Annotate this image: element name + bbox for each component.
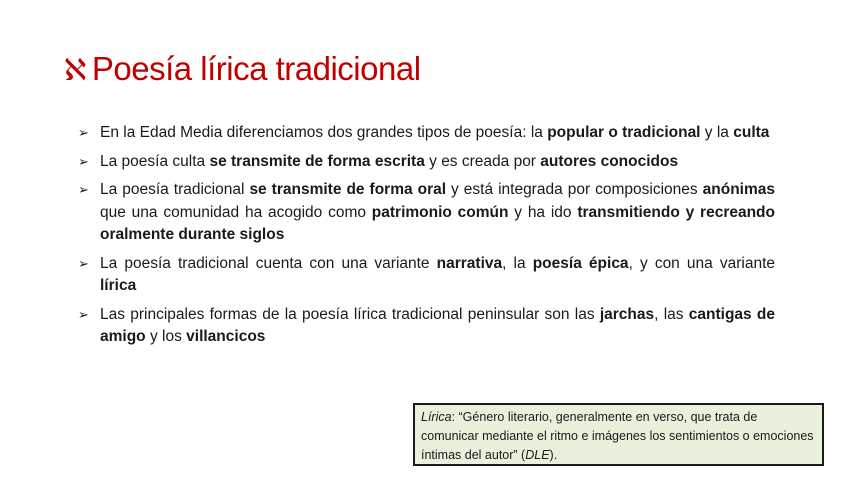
arrow-bullet-icon: ➢ xyxy=(78,125,89,140)
bullet-text: Las principales formas de la poesía lírica tradicional peninsular son las xyxy=(100,305,600,323)
arrow-bullet-icon: ➢ xyxy=(78,255,89,271)
bold-text: narrativa xyxy=(436,254,503,272)
bold-text: se transmite de forma oral xyxy=(249,181,447,198)
bold-text: cantigas de amigo xyxy=(100,305,776,345)
arrow-bullet-icon: ➢ xyxy=(78,182,89,197)
bold-text: villancicos xyxy=(186,328,266,345)
bullet-text: y los xyxy=(145,328,187,345)
bullet-item xyxy=(78,304,775,349)
bullet-text: y la xyxy=(700,124,734,141)
bold-text: patrimonio común xyxy=(371,203,509,221)
slide-title xyxy=(64,50,421,88)
bold-text: se transmite de forma escrita xyxy=(209,152,425,170)
bullet-text: que una comunidad ha acogido como xyxy=(100,203,372,221)
bold-text: lírica xyxy=(100,277,137,294)
bullet-text: En la Edad Media diferenciamos dos grandes tipos de poesía: la xyxy=(100,124,548,141)
bold-text: autores conocidos xyxy=(540,152,679,170)
definition-source: DLE xyxy=(525,448,550,462)
bullet-item xyxy=(78,179,775,247)
bold-text: poesía épica xyxy=(532,254,629,272)
bullet-item xyxy=(78,253,775,298)
bullet-item xyxy=(78,122,775,145)
definition-term: Lírica xyxy=(421,410,452,424)
bullet-text: y es creada por xyxy=(424,152,541,170)
bold-text: anónimas xyxy=(702,181,775,198)
bullet-text: y está integrada por composiciones xyxy=(446,181,703,198)
bullet-text: , y con una variante xyxy=(628,254,776,272)
ornament-icon: ℵ xyxy=(64,54,86,87)
bullet-text: La poesía tradicional xyxy=(100,181,250,198)
bullet-item xyxy=(78,151,775,174)
definition-text: : “Género literario, generalmente en verso, que trata de comunicar mediante el ritmo e imágenes los sentimientos o emociones íntimas del autor” ( xyxy=(421,410,814,462)
definition-end: ). xyxy=(549,448,558,462)
bullet-text: y ha ido xyxy=(508,203,578,221)
bold-text: popular o tradicional xyxy=(547,124,701,141)
arrow-bullet-icon: ➢ xyxy=(78,153,89,169)
arrow-bullet-icon: ➢ xyxy=(78,306,89,322)
bold-text: jarchas xyxy=(599,305,655,323)
bold-text: transmitiendo y recreando oralmente durante siglos xyxy=(100,203,775,243)
definition-box xyxy=(413,403,824,466)
bullet-text: , la xyxy=(502,254,533,272)
bold-text: culta xyxy=(733,124,770,141)
title-text: Poesía lírica tradicional xyxy=(91,50,421,87)
bullet-text: La poesía tradicional cuenta con una variante xyxy=(100,254,437,272)
bullet-list xyxy=(78,122,775,355)
bullet-text: , las xyxy=(654,305,689,323)
bullet-text: La poesía culta xyxy=(100,152,210,170)
